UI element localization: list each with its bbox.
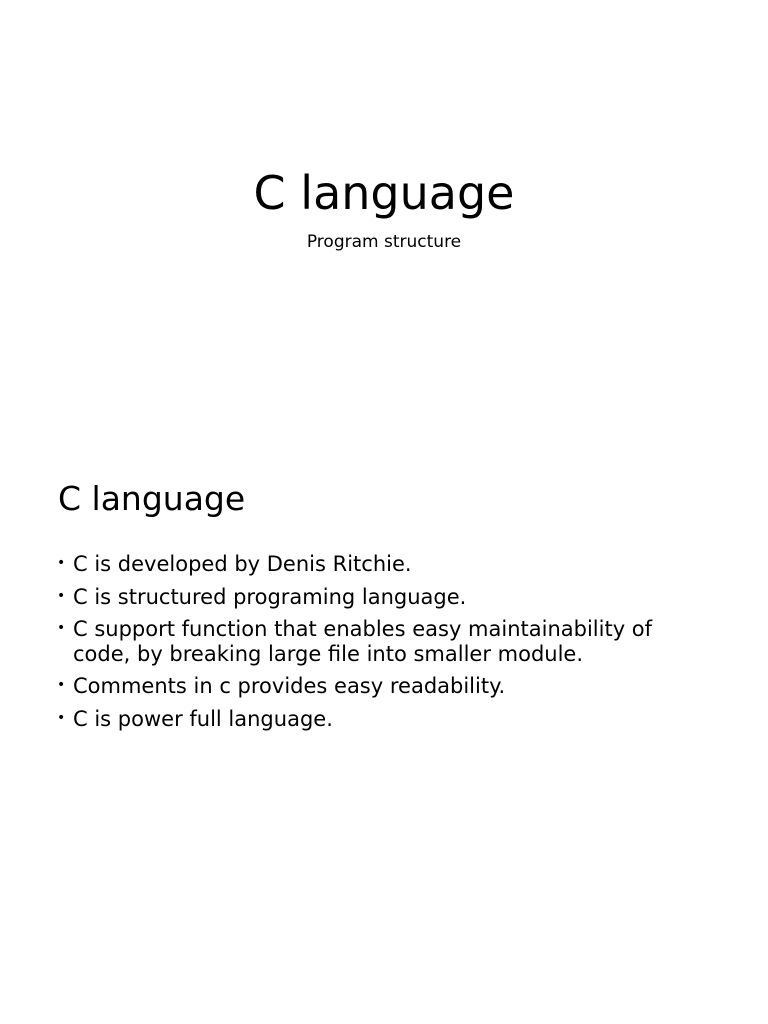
bullet-icon: • bbox=[57, 620, 66, 636]
bullet-list bbox=[56, 552, 716, 739]
bullet-text: Comments in c provides easy readability. bbox=[73, 674, 506, 698]
bullet-icon: • bbox=[57, 677, 66, 693]
bullet-text: C support function that enables easy maintainability of code, by breaking large file into smaller module. bbox=[73, 617, 653, 666]
bullet-item bbox=[56, 552, 716, 577]
bullet-icon: • bbox=[57, 587, 66, 604]
bullet-text: C is power full language. bbox=[73, 706, 333, 731]
slide-subtitle: Program structure bbox=[306, 232, 462, 252]
bullet-item bbox=[56, 707, 716, 732]
bullet-icon: • bbox=[57, 709, 66, 726]
bullet-item bbox=[56, 617, 716, 666]
bullet-item bbox=[56, 674, 716, 699]
bullet-text: C is developed by Denis Ritchie. bbox=[73, 552, 412, 576]
slide-title: C language bbox=[253, 166, 515, 220]
content-heading: C language bbox=[58, 479, 246, 518]
title-slide bbox=[0, 0, 768, 400]
bullet-icon: • bbox=[57, 555, 66, 571]
bullet-text: C is structured programing language. bbox=[73, 584, 467, 609]
content-slide bbox=[0, 470, 768, 1024]
bullet-item bbox=[56, 585, 716, 610]
